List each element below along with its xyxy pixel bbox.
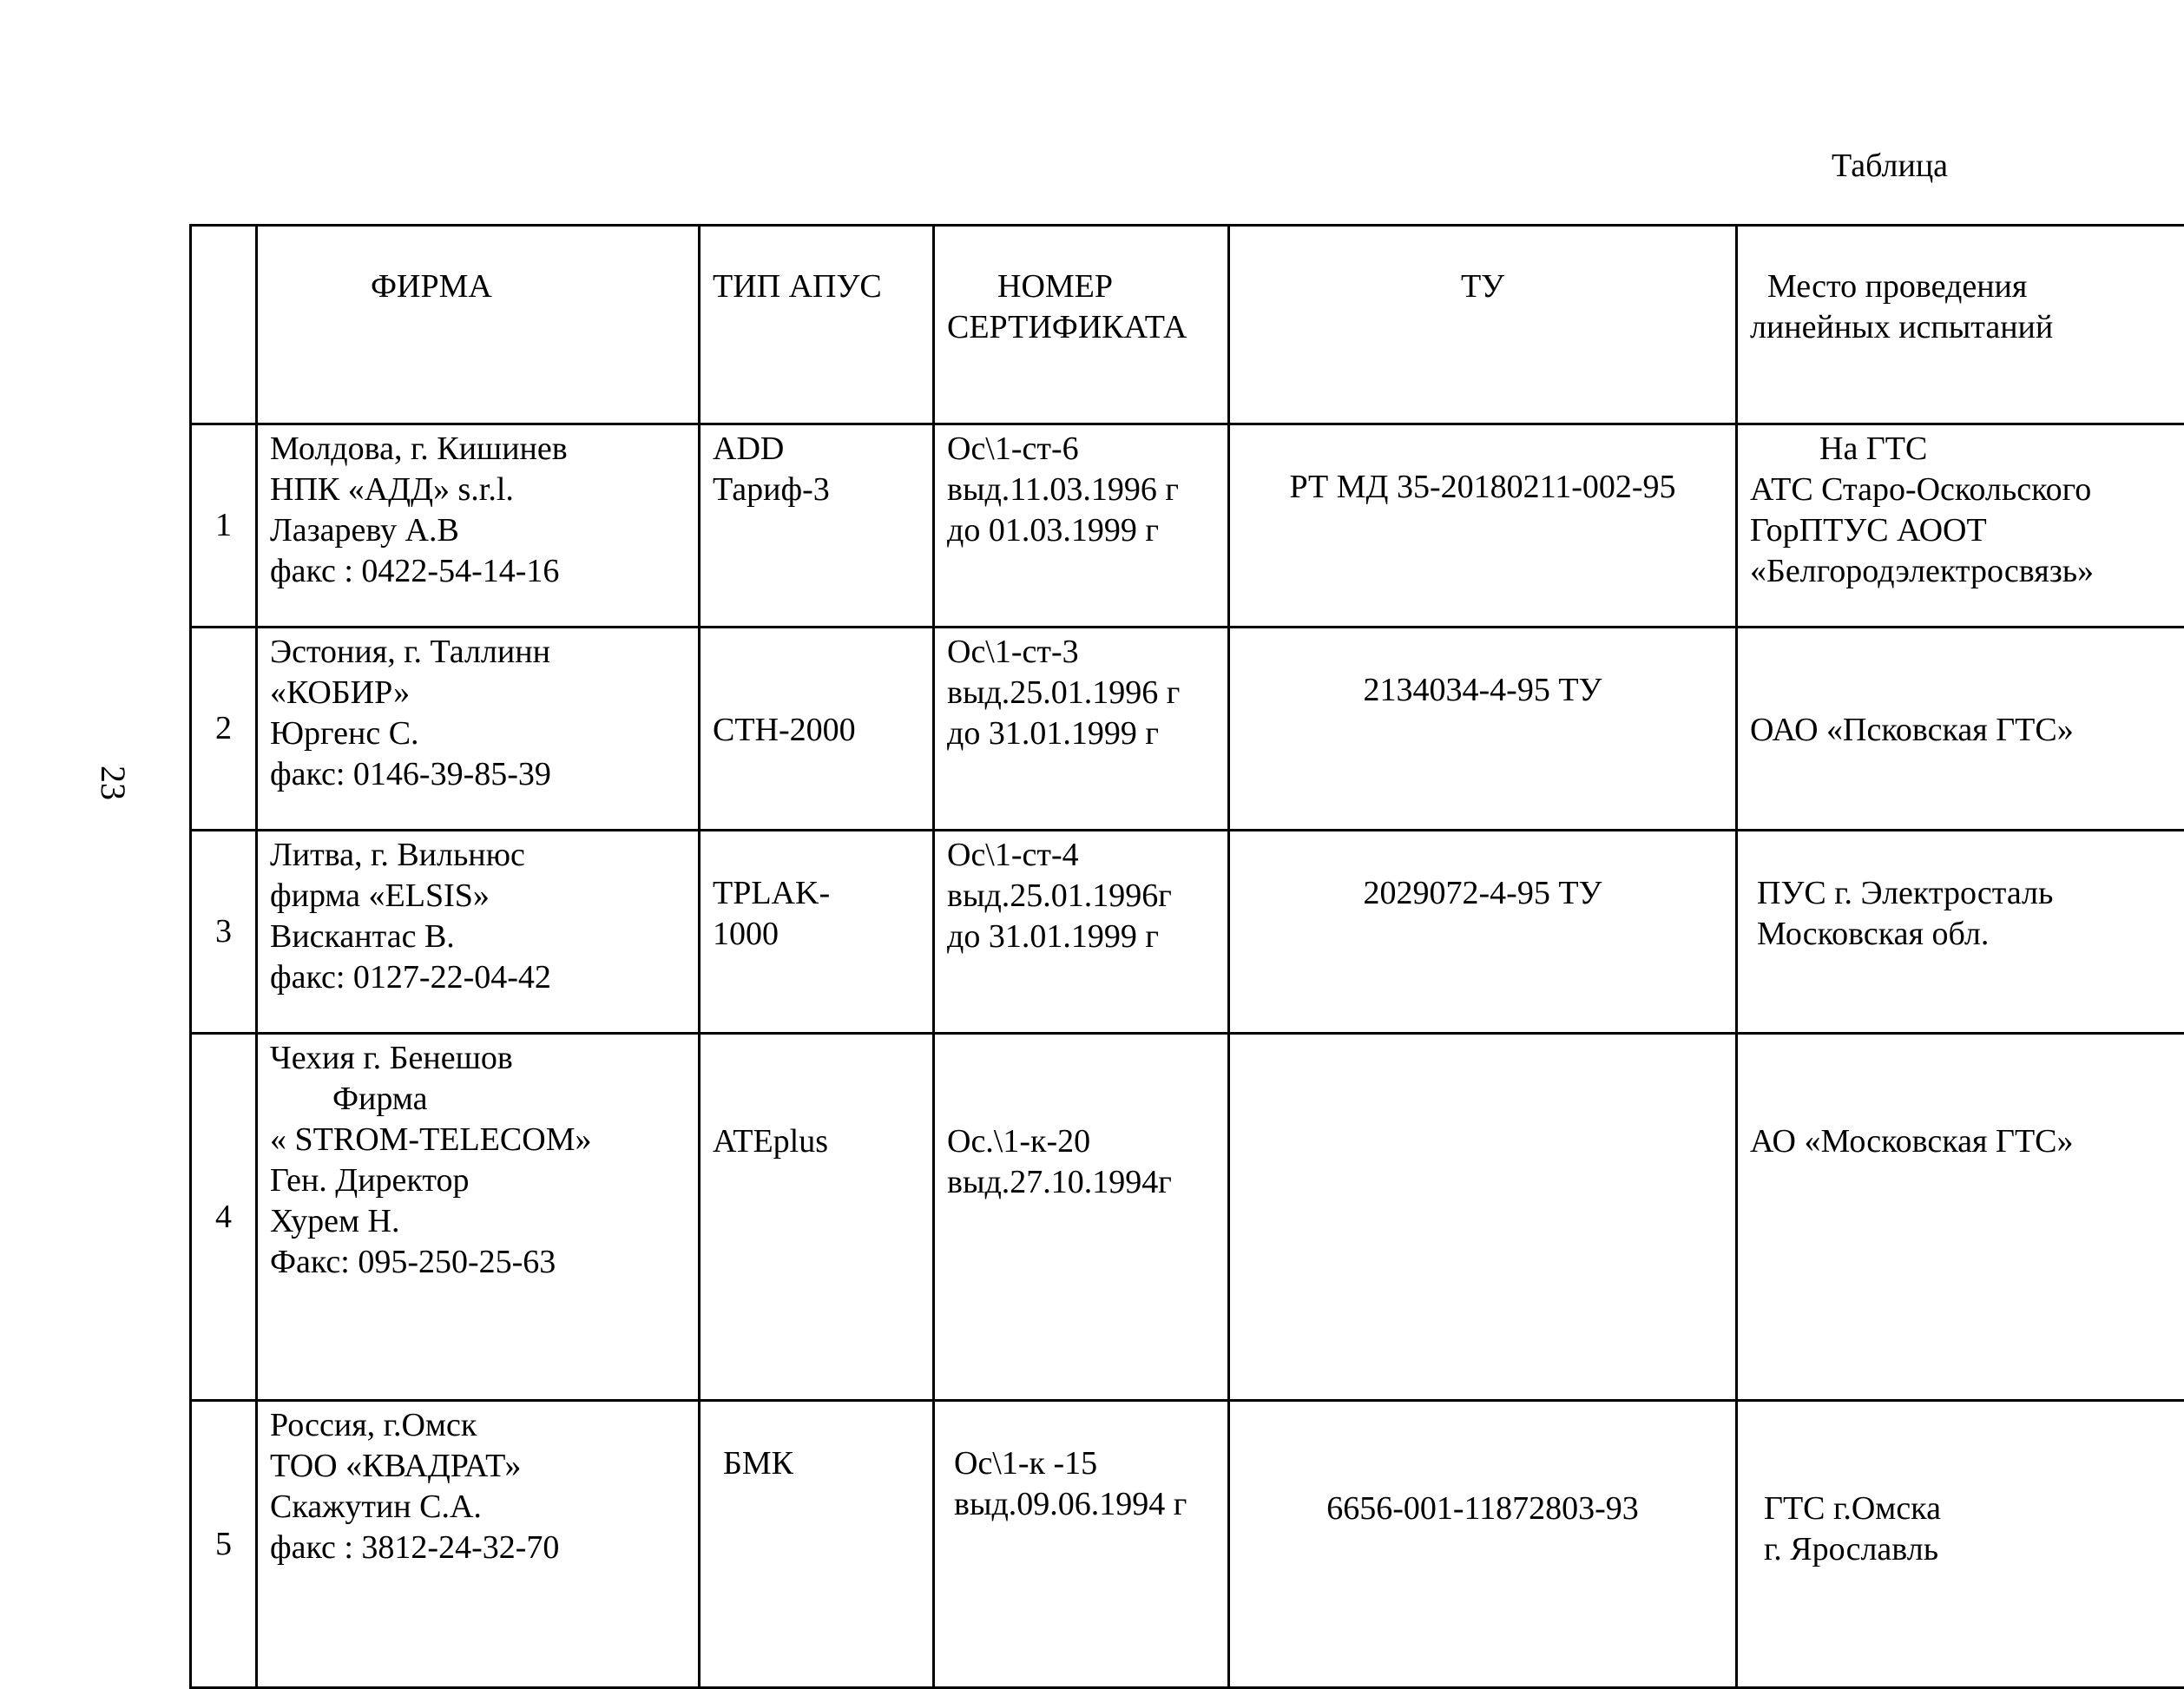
type-line: БМК — [723, 1443, 920, 1484]
header-firm — [257, 226, 700, 424]
tu-cell: 2029072-4-95 ТУ — [1229, 831, 1737, 1034]
cert-cell — [934, 831, 1229, 1034]
header-num — [191, 226, 257, 424]
type-line: TPLAK- — [713, 873, 920, 914]
row-number: 5 — [191, 1401, 257, 1688]
place-line: Московская обл. — [1757, 914, 2174, 955]
header-type — [700, 226, 934, 424]
firm-cell — [257, 628, 700, 831]
place-line: АТС Старо-Оскольского — [1750, 470, 2174, 510]
row-number: 2 — [191, 628, 257, 831]
certification-table — [189, 224, 2184, 1689]
cert-line: до 31.01.1999 г — [947, 713, 1215, 754]
header-row — [191, 226, 2184, 424]
firm-line: Молдова, г. Кишинев — [270, 429, 686, 470]
cert-line: выд.25.01.1996 г — [947, 673, 1215, 713]
place-cell — [1737, 831, 2184, 1034]
firm-line: факс : 3812-24-32-70 — [270, 1528, 686, 1568]
firm-line: Хурем Н. — [270, 1201, 686, 1242]
table-row — [191, 1401, 2184, 1688]
firm-line: Россия, г.Омск — [270, 1405, 686, 1446]
type-cell — [700, 628, 934, 831]
type-line: 1000 — [713, 914, 920, 955]
firm-cell — [257, 1401, 700, 1688]
firm-line: « STROM-TELECOM» — [270, 1120, 686, 1160]
header-place-line-2: линейных испытаний — [1750, 307, 2174, 348]
firm-line: фирма «ELSIS» — [270, 876, 686, 917]
row-number: 4 — [191, 1034, 257, 1401]
header-tu — [1229, 226, 1737, 424]
type-line: СТН-2000 — [713, 710, 920, 751]
place-line: АО «Московская ГТС» — [1750, 1121, 2174, 1162]
firm-line: факс: 0146-39-85-39 — [270, 754, 686, 795]
table-row — [191, 628, 2184, 831]
firm-cell — [257, 1034, 700, 1401]
row-number: 3 — [191, 831, 257, 1034]
cert-line: Ос\1-ст-4 — [947, 835, 1215, 876]
firm-line: Лазареву А.В — [270, 510, 686, 551]
tu-cell: 6656-001-11872803-93 — [1229, 1401, 1737, 1688]
tu-cell: РТ МД 35-20180211-002-95 — [1229, 424, 1737, 628]
type-line: ATEplus — [713, 1121, 920, 1162]
table-row — [191, 424, 2184, 628]
cert-cell — [934, 628, 1229, 831]
type-cell — [700, 1401, 934, 1688]
firm-line: Скажутин С.А. — [270, 1487, 686, 1528]
type-line: ADD — [713, 429, 920, 470]
place-line: ГТС г.Омска — [1764, 1489, 2174, 1529]
firm-line: Факс: 095-250-25-63 — [270, 1242, 686, 1283]
tu-cell: 2134034-4-95 ТУ — [1229, 628, 1737, 831]
table-row — [191, 831, 2184, 1034]
cert-line: выд.25.01.1996г — [947, 876, 1215, 917]
firm-line: Фирма — [270, 1079, 686, 1120]
header-firm-label: ФИРМА — [371, 268, 492, 305]
cert-cell — [934, 1401, 1229, 1688]
cert-line: выд.11.03.1996 г — [947, 470, 1215, 510]
firm-line: Вискантас В. — [270, 917, 686, 957]
cert-cell — [934, 1034, 1229, 1401]
type-cell — [700, 831, 934, 1034]
type-cell — [700, 424, 934, 628]
place-line: ОАО «Псковская ГТС» — [1750, 710, 2174, 751]
header-cert — [934, 226, 1229, 424]
header-cert-line-2: СЕРТИФИКАТА — [947, 307, 1215, 348]
header-tu-label: ТУ — [1461, 268, 1504, 305]
place-cell — [1737, 1034, 2184, 1401]
place-line: ГорПТУС АООТ — [1750, 510, 2174, 551]
header-type-label: ТИП АПУС — [713, 268, 882, 305]
row-number: 1 — [191, 424, 257, 628]
place-line: г. Ярославль — [1764, 1529, 2174, 1570]
firm-line: ТОО «КВАДРАТ» — [270, 1446, 686, 1487]
cert-line: Ос\1-к -15 — [954, 1443, 1215, 1484]
firm-line: Юргенс С. — [270, 713, 686, 754]
place-cell — [1737, 424, 2184, 628]
cert-cell — [934, 424, 1229, 628]
type-line: Тариф-3 — [713, 470, 920, 510]
firm-line: Ген. Директор — [270, 1160, 686, 1201]
firm-cell — [257, 424, 700, 628]
cert-line: Ос.\1-к-20 — [947, 1121, 1215, 1162]
type-cell — [700, 1034, 934, 1401]
tu-cell — [1229, 1034, 1737, 1401]
firm-line: «КОБИР» — [270, 673, 686, 713]
cert-line: до 01.03.1999 г — [947, 510, 1215, 551]
page-number: 23 — [87, 757, 139, 809]
firm-line: НПК «АДД» s.r.l. — [270, 470, 686, 510]
firm-line: Литва, г. Вильнюс — [270, 835, 686, 876]
header-place — [1737, 226, 2184, 424]
place-line: ПУС г. Электросталь — [1757, 873, 2174, 914]
table-title: Таблица — [1832, 144, 1948, 187]
firm-line: факс : 0422-54-14-16 — [270, 551, 686, 592]
firm-line: факс: 0127-22-04-42 — [270, 957, 686, 998]
place-line: На ГТС — [1750, 429, 2174, 470]
firm-line: Чехия г. Бенешов — [270, 1038, 686, 1079]
cert-line: выд.27.10.1994г — [947, 1162, 1215, 1203]
place-line: «Белгородэлектросвязь» — [1750, 551, 2174, 592]
table-row — [191, 1034, 2184, 1401]
firm-line: Эстония, г. Таллинн — [270, 632, 686, 673]
header-cert-line-1: НОМЕР — [947, 266, 1215, 307]
cert-line: Ос\1-ст-6 — [947, 429, 1215, 470]
cert-line: Ос\1-ст-3 — [947, 632, 1215, 673]
header-place-line-1: Место проведения — [1750, 266, 2174, 307]
cert-line: выд.09.06.1994 г — [954, 1484, 1215, 1525]
firm-cell — [257, 831, 700, 1034]
place-cell — [1737, 628, 2184, 831]
cert-line: до 31.01.1999 г — [947, 917, 1215, 957]
place-cell — [1737, 1401, 2184, 1688]
